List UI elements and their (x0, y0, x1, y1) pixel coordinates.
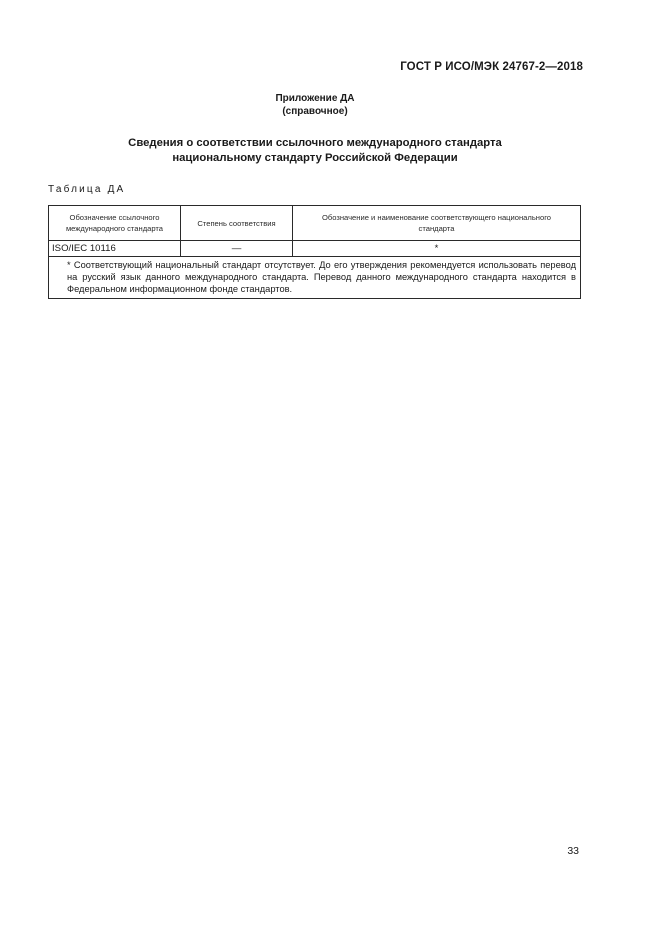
cell-designation: ISO/IEC 10116 (49, 241, 181, 257)
header-degree: Степень соответствия (181, 206, 293, 241)
page-number: 33 (567, 845, 579, 857)
header-designation: Обозначение ссылочного международного стандарта (49, 206, 181, 241)
footnote-row (49, 257, 581, 299)
cell-national: * (293, 241, 581, 257)
annex-heading (0, 92, 630, 118)
reference-table (48, 205, 581, 299)
annex-label: Приложение ДА (275, 93, 355, 104)
table-footnote (49, 257, 581, 299)
table-header-row (49, 206, 581, 241)
cell-degree: — (181, 241, 293, 257)
table-caption: Таблица ДА (48, 184, 126, 195)
header-national: Обозначение и наименование соответствующего национального стандарта (293, 206, 581, 241)
annex-title-line-1: Сведения о соответствии ссылочного международного стандарта (128, 137, 502, 149)
annex-title (0, 136, 630, 165)
annex-type: (справочное) (282, 106, 348, 117)
footnote-text: * Соответствующий национальный стандарт отсутствует. До его утверждения рекомендуется использовать перевод на русский язык данного международного стандарта. Перевод данного международного стандарта находится в Федеральном информационном фонде стандартов. (67, 260, 576, 294)
standard-code: ГОСТ Р ИСО/МЭК 24767-2—2018 (400, 61, 583, 73)
annex-title-line-2: национальному стандарту Российской Федерации (172, 151, 458, 164)
table-row (49, 241, 581, 257)
